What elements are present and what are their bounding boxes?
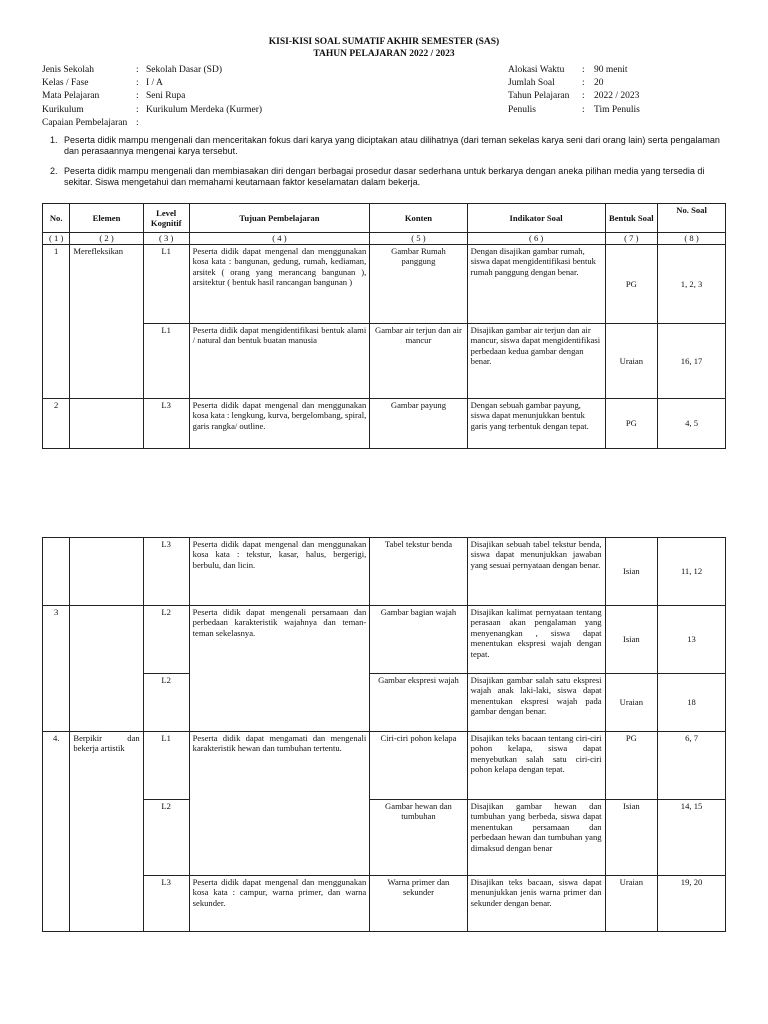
cell-nosoal: 16, 17: [658, 324, 726, 399]
cell-nosoal: 11, 12: [658, 538, 726, 606]
meta-sep: :: [136, 117, 139, 128]
meta-label: Alokasi Waktu: [508, 65, 565, 75]
table-row: [43, 399, 726, 449]
cell-konten: Gambar hewan dan tumbuhan: [370, 800, 467, 876]
cell-no: 2: [43, 399, 70, 449]
cell-indikator: Disajikan teks bacaan, siswa dapat menunjukkan jenis warna primer dan sekunder dengan benar.: [467, 876, 605, 932]
meta-sep: :: [136, 65, 139, 75]
meta-label: Kurikulum: [42, 104, 84, 115]
cell-bentuk: PG: [605, 245, 658, 324]
capaian-item: [50, 135, 730, 157]
col-number: ( 4 ): [189, 233, 370, 245]
cell-no: 3: [43, 606, 70, 732]
cell-no: 4.: [43, 732, 70, 932]
cell-bentuk: Uraian: [605, 876, 658, 932]
meta-value: Tim Penulis: [594, 104, 640, 115]
document-title: KISI-KISI SOAL SUMATIF AKHIR SEMESTER (SAS): [268, 37, 500, 47]
table-row: [43, 732, 726, 800]
cell-indikator: Disajikan gambar air terjun dan air mancur, siswa dapat mengidentifikasi perbedaan kedua gambar dengan benar.: [467, 324, 605, 399]
cell-indikator: Dengan sebuah gambar payung, siswa dapat menunjukkan bentuk garis yang terbentuk dengan tepat.: [467, 399, 605, 449]
meta-value: 2022 / 2023: [594, 91, 640, 102]
header-tujuan: Tujuan Pembelajaran: [189, 204, 370, 233]
col-number: ( 5 ): [370, 233, 467, 245]
header-level: Level Kognitif: [143, 204, 189, 233]
cell-bentuk: Uraian: [605, 674, 658, 732]
header-indikator: Indikator Soal: [467, 204, 605, 233]
cell-indikator: Disajikan teks bacaan tentang ciri-ciri pohon kelapa, siswa dapat menyebutkan salah satu ciri-ciri pohon kelapa dengan tepat.: [467, 732, 605, 800]
cell-nosoal: 18: [658, 674, 726, 732]
cell-tujuan: Peserta didik dapat mengenali persamaan dan perbedaan karakteristik wajahnya dan teman-teman sekelasnya.: [189, 606, 370, 732]
meta-label: Kelas / Fase: [42, 78, 89, 89]
table-row: [43, 674, 726, 732]
meta-label: Penulis: [508, 104, 536, 115]
col-number: ( 1 ): [43, 233, 70, 245]
meta-value: Seni Rupa: [146, 91, 186, 102]
cell-indikator: Disajikan sebuah tabel tekstur benda, siswa dapat menunjukkan jawaban yang sesuai pernyataan dengan benar.: [467, 538, 605, 606]
capaian-number: 2.: [50, 166, 58, 176]
cell-bentuk: PG: [605, 732, 658, 800]
cell-konten: Gambar Rumah panggung: [370, 245, 467, 324]
cell-level: L3: [143, 538, 189, 606]
cell-level: L2: [143, 606, 189, 674]
cell-level: L3: [143, 399, 189, 449]
cell-indikator: Disajikan gambar hewan dan tumbuhan yang berbeda, siswa dapat menentukan persamaan dan perbedaan hewan dan tumbuhan yang dimaksud dengan benar: [467, 800, 605, 876]
cell-konten: Gambar ekspresi wajah: [370, 674, 467, 732]
meta-label: Jenis Sekolah: [42, 65, 94, 75]
header-no: No.: [43, 204, 70, 233]
meta-sep: :: [582, 91, 585, 102]
header-nosoal: No. Soal: [658, 204, 726, 233]
col-number: ( 8 ): [658, 233, 726, 245]
meta-sep: :: [582, 104, 585, 115]
meta-value: I / A: [146, 78, 163, 89]
cell-bentuk: Uraian: [605, 324, 658, 399]
table-row: [43, 324, 726, 399]
cell-elemen: Merefleksikan: [70, 245, 143, 399]
meta-sep: :: [582, 65, 585, 75]
cell-konten: Ciri-ciri pohon kelapa: [370, 732, 467, 800]
cell-nosoal: 14, 15: [658, 800, 726, 876]
meta-sep: :: [582, 78, 585, 89]
header-bentuk: Bentuk Soal: [605, 204, 658, 233]
cell-tujuan: Peserta didik dapat mengenal dan menggunakan kosa kata : bangunan, gedung, rumah, kediaman, arsitek ( orang yang merancang bangunan ), arsitektur ( bentuk hasil rancangan bangunan ): [189, 245, 370, 324]
cell-elemen: [70, 606, 143, 732]
meta-label: Mata Pelajaran: [42, 91, 100, 102]
cell-nosoal: 13: [658, 606, 726, 674]
kisi-table-page1: [42, 203, 726, 449]
cell-tujuan: Peserta didik dapat mengamati dan mengenali karakteristik hewan dan tumbuhan tertentu.: [189, 732, 370, 876]
cell-indikator: Disajikan kalimat pernyataan tentang perasaan akan pengalaman yang menyenangkan , siswa dapat menentukan ekspresi wajah dengan tepat.: [467, 606, 605, 674]
cell-indikator: Dengan disajikan gambar rumah, siswa dapat mengidentifikasi bentuk rumah panggung dengan benar.: [467, 245, 605, 324]
header-konten: Konten: [370, 204, 467, 233]
cell-no: 1: [43, 245, 70, 399]
cell-konten: Gambar bagian wajah: [370, 606, 467, 674]
column-number-row: [43, 233, 726, 245]
cell-level: L1: [143, 732, 189, 800]
cell-nosoal: 19, 20: [658, 876, 726, 932]
col-number: ( 3 ): [143, 233, 189, 245]
cell-konten: Gambar air terjun dan air mancur: [370, 324, 467, 399]
capaian-list: [50, 135, 730, 197]
cell-nosoal: 4, 5: [658, 399, 726, 449]
meta-value: Kurikulum Merdeka (Kurmer): [146, 104, 263, 115]
meta-sep: :: [136, 78, 139, 89]
meta-left: [42, 64, 262, 130]
cell-bentuk: Isian: [605, 538, 658, 606]
table-row: [43, 800, 726, 876]
cell-tujuan: Peserta didik dapat mengenal dan menggunakan kosa kata : tekstur, kasar, halus, bergerigi, berbulu, dan licin.: [189, 538, 370, 606]
col-number: ( 6 ): [467, 233, 605, 245]
meta-label: Capaian Pembelajaran: [42, 117, 128, 128]
cell-nosoal: 1, 2, 3: [658, 245, 726, 324]
capaian-number: 1.: [50, 135, 58, 145]
table-row: [43, 245, 726, 324]
capaian-text: Peserta didik mampu mengenali dan membiasakan diri dengan berbagai prosedur dasar sederhana untuk berkarya dengan aneka pilihan media yang tersedia di sekitar. Siswa mengetahui dan memahami keutamaan faktor keselamatan dalam bekerja.: [64, 166, 705, 187]
cell-no: [43, 538, 70, 606]
cell-tujuan: Peserta didik dapat mengenal dan menggunakan kosa kata : lengkung, kurva, bergelombang, spiral, garis rangka/ outline.: [189, 399, 370, 449]
meta-value: Sekolah Dasar (SD): [146, 65, 222, 75]
cell-bentuk: PG: [605, 399, 658, 449]
cell-elemen: [70, 399, 143, 449]
table-row: [43, 538, 726, 606]
meta-label: Jumlah Soal: [508, 78, 555, 89]
cell-level: L2: [143, 674, 189, 732]
cell-konten: Warna primer dan sekunder: [370, 876, 467, 932]
col-number: ( 2 ): [70, 233, 143, 245]
meta-sep: :: [136, 104, 139, 115]
cell-bentuk: Isian: [605, 606, 658, 674]
cell-level: L3: [143, 876, 189, 932]
header-elemen: Elemen: [70, 204, 143, 233]
table-row: [43, 606, 726, 674]
cell-indikator: Disajikan gambar salah satu ekspresi wajah anak laki-laki, siswa dapat menentukan ekspresi wajah pada gambar dengan benar.: [467, 674, 605, 732]
cell-konten: Gambar payung: [370, 399, 467, 449]
kisi-table-page2: [42, 537, 726, 932]
meta-label: Tahun Pelajaran: [508, 91, 570, 102]
cell-elemen: [70, 538, 143, 606]
cell-nosoal: 6, 7: [658, 732, 726, 800]
table-row: [43, 876, 726, 932]
capaian-text: Peserta didik mampu mengenali dan menceritakan fokus dari karya yang diciptakan atau dilihatnya (dari teman sekelas karya seni dari orang lain) serta pengalaman dan perasaannya mengenai karya tersebut.: [64, 135, 720, 156]
cell-bentuk: Isian: [605, 800, 658, 876]
meta-sep: :: [136, 91, 139, 102]
table-header-row: [43, 204, 726, 233]
meta-value: 20: [594, 78, 604, 89]
capaian-item: [50, 166, 730, 188]
cell-level: L2: [143, 800, 189, 876]
cell-konten: Tabel tekstur benda: [370, 538, 467, 606]
col-number: ( 7 ): [605, 233, 658, 245]
cell-level: L1: [143, 245, 189, 324]
cell-tujuan: Peserta didik dapat mengidentifikasi bentuk alami / natural dan bentuk buatan manusia: [189, 324, 370, 399]
cell-elemen: Berpikir dan bekerja artistik: [70, 732, 143, 932]
document-subtitle: TAHUN PELAJARAN 2022 / 2023: [313, 49, 455, 59]
cell-tujuan: Peserta didik dapat mengenal dan menggunakan kosa kata : campur, warna primer, dan warna sekunder.: [189, 876, 370, 932]
cell-level: L1: [143, 324, 189, 399]
meta-right: [508, 64, 640, 117]
meta-value: 90 menit: [594, 65, 628, 75]
